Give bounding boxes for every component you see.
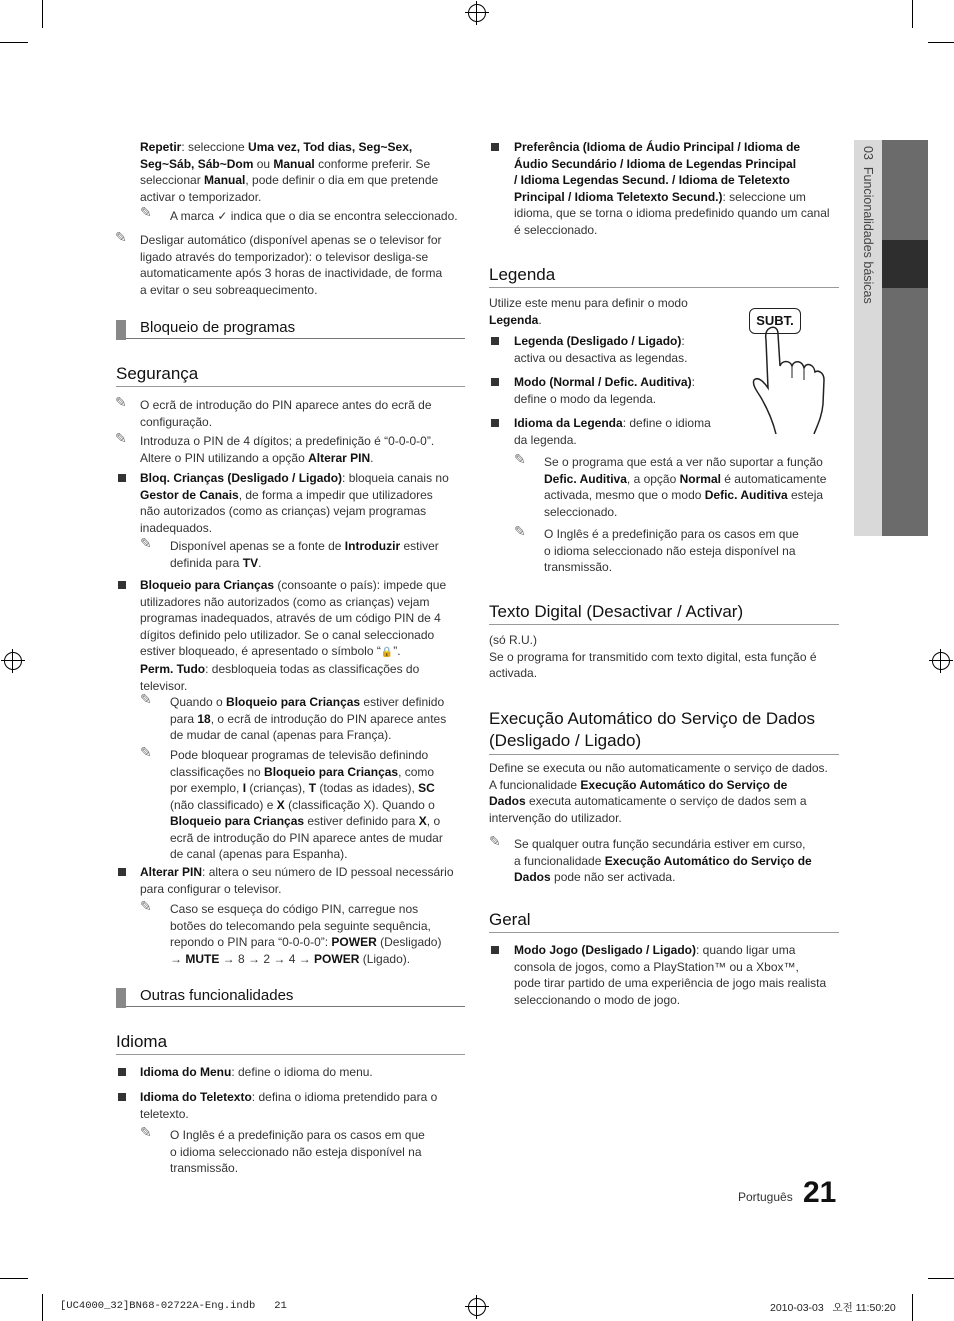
bullet-square-icon: [118, 581, 126, 589]
texto-digital-body: (só R.U.) Se o programa for transmitido com texto digital, esta função é activada.: [489, 633, 817, 680]
ingles-note-left: O Inglês é a predefinição para os casos em que o idioma seleccionado não esteja disponível na transmissão.: [170, 1128, 425, 1175]
idioma-legenda-item: Idioma da Legenda: define o idioma da legenda.: [514, 416, 711, 447]
seg-note-2: Introduza o PIN de 4 dígitos; a predefinição é “0-0-0-0”. Altere o PIN utilizando a opção Alterar PIN.: [140, 434, 435, 465]
note-icon: ✎: [489, 833, 501, 849]
quando-note: Quando o Bloqueio para Crianças estiver definido para 18, o ecrã de introdução do PIN aparece antes de mudar de canal (apenas para França).: [170, 695, 447, 742]
note-icon: ✎: [115, 394, 127, 410]
texto-digital-heading: Texto Digital (Desactivar / Activar): [489, 602, 839, 625]
ingles-note-right: O Inglês é a predefinição para os casos em que o idioma seleccionado não esteja disponível na transmissão.: [544, 527, 799, 574]
crop-mark: [42, 1294, 43, 1321]
idioma-menu-item: Idioma do Menu: define o idioma do menu.: [140, 1065, 373, 1079]
preferencia-item: Preferência (Idioma de Áudio Principal / Idioma de Áudio Secundário / Idioma de Legendas Principal / Idioma Legendas Secund. / Idioma de Teletexto Principal / Idioma Teletexto Secund.): seleccione um idioma, que se torna o idioma predefinido quando um canal é seleccionado.: [514, 140, 830, 237]
bloqueio-heading: Bloqueio de programas: [116, 319, 465, 339]
pode-note: Pode bloquear programas de televisão definindo classificações no Bloqueio para Crianças, como por exemplo, I (crianças), T (todas as idades), SC (não classificado) e X (classificação X). Quando o Bloqueio para Crianças estiver definido para X, o ecrã de introdução do PIN aparece antes de mudar de canal (apenas para Espanha).: [170, 748, 443, 861]
se-note: Se o programa que está a ver não suportar a função Defic. Auditiva, a opção Normal é automaticamente activada, mesmo que o modo Defic. Auditiva esteja seleccionado.: [544, 455, 827, 519]
subt-button: SUBT.: [749, 308, 801, 334]
chapter-number: 03: [861, 146, 875, 160]
idioma-teletexto-item: Idioma do Teletexto: defina o idioma pretendido para o teletexto.: [140, 1090, 438, 1121]
modo-jogo-item: Modo Jogo (Desligado / Ligado): quando ligar uma consola de jogos, como a PlayStation™ ou a Xbox™, pode tirar partido de uma experiência de jogo mais realista seleccionando o modo de jogo.: [514, 943, 827, 1007]
bloq-criancas-item: Bloq. Crianças (Desligado / Ligado): bloqueia canais no Gestor de Canais, de forma a impedir que utilizadores não autorizados (como as crianças) vejam programas inadequados.: [140, 471, 449, 535]
footer-file: [UC4000_32]BN68-02722A-Eng.indb 21: [60, 1300, 287, 1312]
registration-mark-icon: [468, 1298, 486, 1316]
alterar-pin-item: Alterar PIN: altera o seu número de ID pessoal necessário para configurar o televisor.: [140, 865, 454, 896]
note-icon: ✎: [140, 691, 152, 707]
side-tab-active: [882, 240, 928, 288]
note-icon: ✎: [140, 535, 152, 551]
bullet-square-icon: [118, 868, 126, 876]
bullet-square-icon: [118, 474, 126, 482]
crop-mark: [928, 1278, 954, 1279]
note-icon: ✎: [115, 430, 127, 446]
note-icon: ✎: [514, 451, 526, 467]
registration-mark-icon: [4, 652, 22, 670]
note-icon: ✎: [140, 898, 152, 914]
modo-item: Modo (Normal / Defic. Auditiva): define o modo da legenda.: [514, 375, 695, 406]
bullet-square-icon: [491, 378, 499, 386]
registration-mark-icon: [932, 652, 950, 670]
legenda-item: Legenda (Desligado / Ligado): activa ou desactiva as legendas.: [514, 334, 688, 365]
side-tab-label: [861, 146, 875, 304]
bullet-square-icon: [118, 1093, 126, 1101]
page-number: 21: [803, 1176, 837, 1209]
side-tab-dark: [882, 140, 928, 536]
legenda-heading: Legenda: [489, 265, 839, 288]
bloqueio-criancas-item: Bloqueio para Crianças (consoante o país): impede que utilizadores não autorizados (como as crianças) vejam programas inadequados, através de um código PIN de 4 dígitos definido pelo utilizador. Se o canal seleccionado estiver bloqueado, é apresentado o símbolo “🔒”.: [140, 578, 447, 658]
lock-icon: 🔒: [380, 647, 394, 658]
crop-mark: [0, 1278, 28, 1279]
bullet-square-icon: [491, 419, 499, 427]
bullet-square-icon: [491, 337, 499, 345]
note-icon: ✎: [140, 744, 152, 760]
marca-note: A marca ✓ indica que o dia se encontra seleccionado.: [170, 209, 458, 223]
geral-heading: Geral: [489, 910, 839, 933]
crop-mark: [912, 1294, 913, 1321]
legenda-intro: Utilize este menu para definir o modo Legenda.: [489, 296, 688, 327]
note-icon: ✎: [115, 229, 127, 245]
idioma-heading: Idioma: [116, 1032, 465, 1055]
perm-tudo: Perm. Tudo: desbloqueia todas as classificações do televisor.: [140, 662, 420, 693]
crop-mark: [42, 0, 43, 28]
crop-mark: [912, 0, 913, 28]
note-icon: ✎: [514, 523, 526, 539]
bullet-square-icon: [118, 1068, 126, 1076]
caso-note: Caso se esqueça do código PIN, carregue nos botões do telecomando pela seguinte sequência, repondo o PIN para “0-0-0-0”: POWER (Desligado) → MUTE → 8 → 2 → 4 → POWER (Ligado).: [170, 902, 442, 966]
crop-mark: [0, 42, 28, 43]
bullet-square-icon: [491, 946, 499, 954]
checkmark-icon: ✓: [217, 209, 228, 223]
crop-mark: [928, 42, 954, 43]
seg-note-1: O ecrã de introdução do PIN aparece antes do ecrã de configuração.: [140, 398, 432, 429]
bloq-note: Disponível apenas se a fonte de Introduzir estiver definida para TV.: [170, 539, 439, 570]
seguranca-heading: Segurança: [116, 364, 465, 387]
note-icon: ✎: [140, 1124, 152, 1140]
repetir-paragraph: Repetir: seleccione Uma vez, Tod dias, Seg~Sex, Seg~Sáb, Sáb~Dom ou Manual conforme preferir. Se seleccionar Manual, pode definir o dia em que pretende activar o temporizador.: [140, 140, 439, 204]
execucao-body: Define se executa ou não automaticamente o serviço de dados. A funcionalidade Execução Automático do Serviço de Dados executa automaticamente o serviço de dados sem a intervenção do utilizador.: [489, 761, 828, 825]
execucao-heading: Execução Automático do Serviço de Dados (Desligado / Ligado): [489, 708, 839, 755]
execucao-note: Se qualquer outra função secundária estiver em curso, a funcionalidade Execução Automático do Serviço de Dados pode não ser activada.: [514, 837, 812, 884]
note-icon: ✎: [140, 204, 152, 220]
bullet-square-icon: [491, 143, 499, 151]
registration-mark-icon: [468, 4, 486, 22]
pointing-hand-icon: [752, 326, 832, 436]
footer-timestamp: 2010-03-03 오전 11:50:20: [770, 1302, 896, 1314]
footer-language: Português: [738, 1190, 793, 1204]
desligar-note: Desligar automático (disponível apenas se o televisor for ligado através do temporizador): o televisor desliga-se automaticamente após 3 horas de inactividade, de forma a evitar o seu sobreaquecimento.: [140, 233, 443, 297]
chapter-title: Funcionalidades básicas: [861, 166, 875, 304]
outras-heading: Outras funcionalidades: [116, 987, 465, 1007]
